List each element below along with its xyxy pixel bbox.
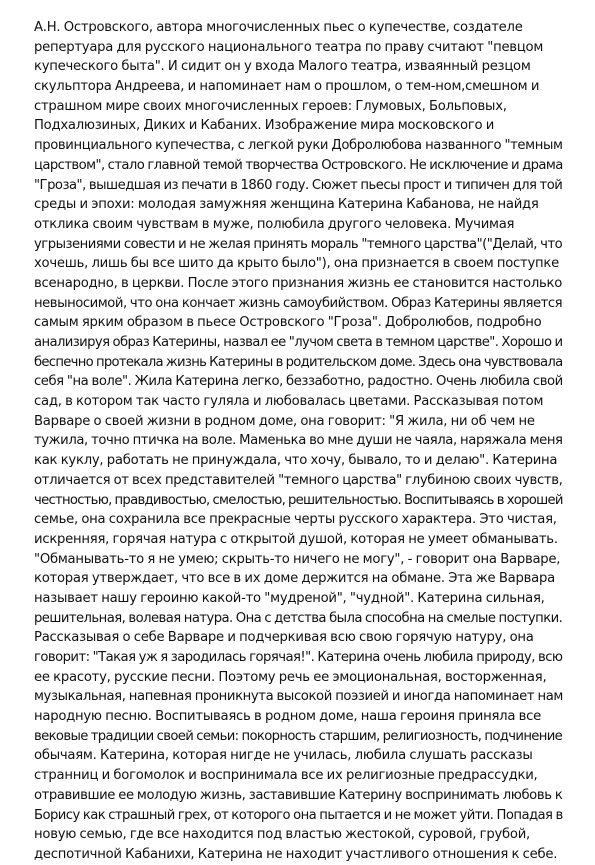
text-line: провинциального купечества, с легкой руки Добролюбова названного "темным: [34, 138, 563, 154]
text-line: как куклу, работать не принуждала, что хочу, бывало, то и делаю". Катерина: [34, 453, 558, 469]
text-line: "Гроза", вышедшая из печати в 1860 году. Сюжет пьесы прост и типичен для той: [34, 177, 563, 193]
text-line: ее красоту, русские песни. Поэтому речь ее эмоциональная, восторженная,: [34, 669, 547, 685]
text-line: царством", стало главной темой творчества Островского. Не исключение и драма: [34, 157, 563, 173]
text-line: себя "на воле". Жила Катерина легко, беззаботно, радостно. Очень любила свой: [34, 374, 563, 390]
text-line: обычаям. Катерина, которая нигде не училась, любила слушать рассказы: [34, 748, 533, 764]
text-line: А.Н. Островского, автора многочисленных пьес о купечестве, создателе: [34, 20, 523, 35]
text-line: Борису как страшный грех, от которого она пытается и не может уйти. Попадая в: [34, 807, 563, 823]
text-line: "Обманывать-то я не умею; скрыть-то ничего не могу", - говорит она Варваре,: [34, 551, 561, 567]
text-line: самым ярким образом в пьесе Островского "Гроза". Добролюбов, подробно: [34, 315, 542, 331]
text-line: репертуара для русского национального театра по праву считают "певцом: [34, 39, 544, 55]
text-line: угрызениями совести и не желая принять мораль "темного царства"("Делай, что: [34, 236, 563, 252]
text-line: среды и эпохи: молодая замужняя женщина Катерина Кабанова, не найдя: [34, 197, 539, 213]
text-line: народную песню. Воспитываясь в родном доме, наша героиня приняла все: [34, 709, 542, 725]
text-line: невыносимой, что она кончает жизнь самоубийством. Образ Катерины является: [34, 295, 563, 311]
text-line: Варваре о своей жизни в родном доме, она говорит: "Я жила, ни об чем не: [34, 413, 535, 429]
text-line: семье, она сохранила все прекрасные черты русского характера. Это чистая,: [34, 512, 557, 528]
text-line: страшном мире своих многочисленных героев: Глумовых, Больповых,: [34, 98, 507, 114]
text-line: сад, в котором так часто гуляла и любовалась цветами. Рассказывая потом: [34, 394, 544, 410]
text-line: музыкальная, напевная проникнута высокой поэзией и иногда напоминает нам: [34, 689, 563, 705]
text-line: вековые традиции своей семьи: покорность старшим, религиозность, подчинение: [34, 728, 563, 744]
text-line: Подхалюзиных, Диких и Кабаних. Изображение мира московского и: [34, 118, 495, 134]
text-line: Рассказывая о себе Варваре и подчеркивая всю свою горячую натуру, она: [34, 630, 534, 646]
text-line: честностью, правдивостью, смелостью, решительностью. Воспитываясь в хорошей: [34, 492, 563, 508]
text-line: хочешь, лишь бы все шито да крыто было"), она признается в своем поступке: [34, 256, 559, 272]
text-line: купеческого быта". И сидит он у входа Малого театра, изваянный резцом: [34, 59, 531, 75]
text-line: странниц и богомолок и воспринимала все их религиозные предрассудки,: [34, 768, 538, 784]
text-line: называет нашу героиню какой-то "мудреной", "чудной". Катерина сильная,: [34, 590, 545, 606]
text-line: деспотичной Кабанихи, Катерина не находит участливого отношения к себе.: [34, 846, 558, 862]
text-line: говорит: "Такая уж я зародилась горячая!". Катерина очень любила природу, всю: [34, 650, 563, 665]
text-line: всенародно, в церкви. После этого признания жизнь ее становится настолько: [34, 275, 563, 291]
text-line: которая утверждает, что все в их доме держится на обмане. Эта же Варвара: [34, 571, 555, 587]
text-line: скульптора Андреева, и напоминает нам о прошлом, о тем-ном,смешном и: [34, 79, 540, 95]
text-line: анализируя образ Катерины, назвал ее "лучом света в темном царстве". Хорошо и: [34, 335, 563, 350]
text-line: решительная, волевая натура. Она с детства была способна на смелые поступки.: [34, 610, 563, 626]
text-line: беспечно протекала жизнь Катерины в родительском доме. Здесь она чувствовала: [34, 354, 563, 370]
text-line: отравившие ее молодую жизнь, заставившие Катерину воспринимать любовь к: [34, 787, 563, 803]
essay-text-block: [34, 18, 564, 865]
text-line: новую семью, где все находится под властью жестокой, суровой, грубой,: [34, 827, 531, 843]
text-line: отклика своим чувствам в муже, полюбила другого человека. Мучимая: [34, 216, 515, 232]
text-line: тужила, точно птичка на воле. Маменька во мне души не чаяла, наряжала меня: [34, 433, 563, 449]
text-line: искренняя, горячая натура с открытой душой, которая не умеет обманывать.: [34, 531, 558, 547]
text-line: отличается от всех представителей "темного царства" глубиною своих чувств,: [34, 472, 563, 488]
